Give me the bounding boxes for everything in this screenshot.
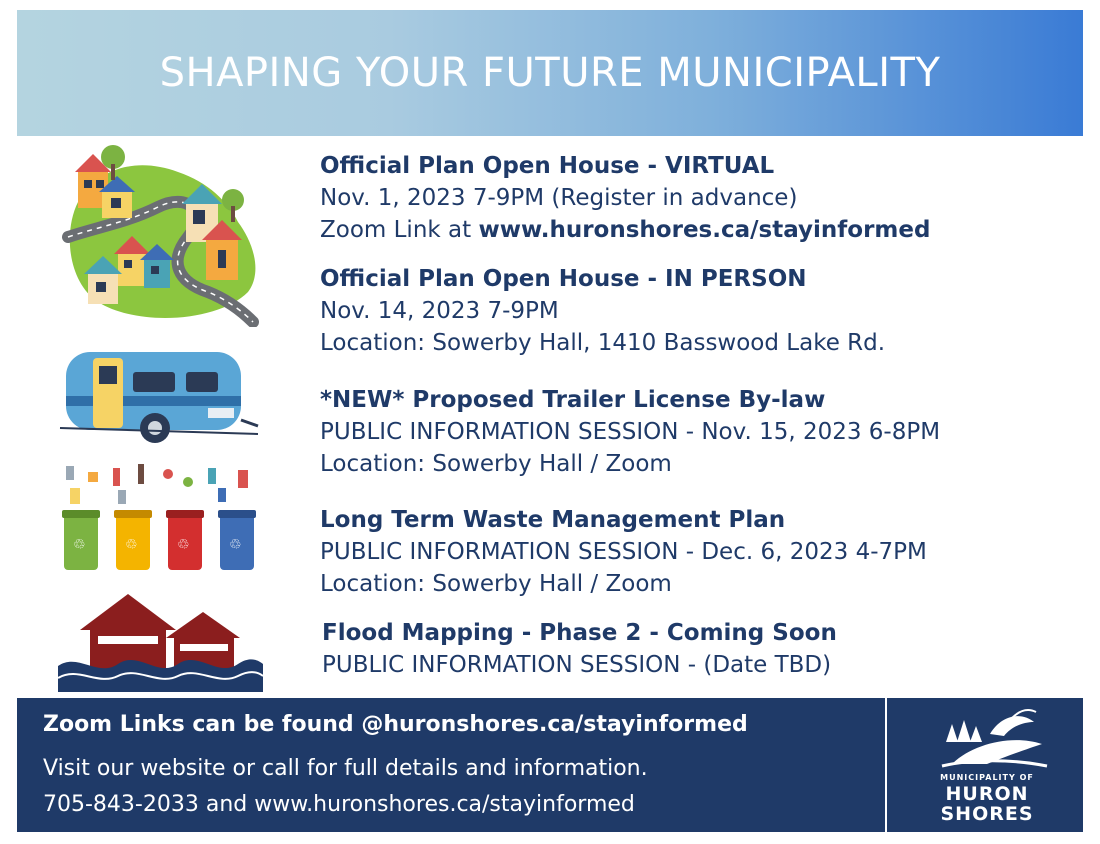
event-virtual-open-house [320, 150, 930, 246]
huron-shores-logo [912, 704, 1062, 828]
event-session: PUBLIC INFORMATION SESSION - (Date TBD) [322, 652, 832, 678]
footer-zoom-links: Zoom Links can be found @huronshores.ca/stayinformed [43, 712, 748, 737]
event-title: *NEW* Proposed Trailer License By-law [320, 387, 826, 413]
event-location: Location: Sowerby Hall / Zoom [320, 451, 672, 477]
svg-text:♲: ♲ [229, 537, 242, 553]
event-title: Official Plan Open House - VIRTUAL [320, 153, 775, 179]
logo-emblem-icon [912, 704, 1062, 772]
footer-bar [17, 698, 1083, 832]
event-in-person-open-house [320, 263, 885, 359]
event-location: Location: Sowerby Hall / Zoom [320, 571, 672, 597]
event-title: Official Plan Open House - IN PERSON [320, 266, 807, 292]
flooded-houses-illustration [58, 586, 263, 692]
event-title: Flood Mapping - Phase 2 - Coming Soon [322, 620, 837, 646]
logo-municipality-of: MUNICIPALITY OF [940, 773, 1034, 782]
footer-divider [885, 698, 887, 832]
title-banner [17, 10, 1083, 136]
event-date: Nov. 1, 2023 7-9PM (Register in advance) [320, 185, 798, 211]
footer-contact: 705-843-2033 and www.huronshores.ca/stayinformed [43, 792, 635, 817]
event-date: Nov. 14, 2023 7-9PM [320, 298, 559, 324]
footer-visit-text: Visit our website or call for full details and information. [43, 756, 648, 781]
event-session: PUBLIC INFORMATION SESSION - Nov. 15, 2023 6-8PM [320, 419, 941, 445]
svg-text:♲: ♲ [125, 537, 138, 553]
svg-text:♲: ♲ [73, 537, 86, 553]
svg-text:♲: ♲ [177, 537, 190, 553]
event-flood-mapping [322, 617, 837, 681]
event-title: Long Term Waste Management Plan [320, 507, 786, 533]
zoom-link-prefix: Zoom Link at [320, 217, 479, 243]
event-session: PUBLIC INFORMATION SESSION - Dec. 6, 2023 4-7PM [320, 539, 927, 565]
page-title: SHAPING YOUR FUTURE MUNICIPALITY [159, 50, 941, 96]
event-zoom-line [320, 214, 930, 246]
recycling-bins-illustration [58, 458, 263, 573]
logo-shores: SHORES [940, 803, 1034, 825]
town-map-illustration [58, 142, 263, 327]
event-trailer-bylaw [320, 384, 940, 480]
event-location: Location: Sowerby Hall, 1410 Basswood Lake Rd. [320, 330, 886, 356]
logo-huron: HURON [945, 783, 1029, 805]
event-waste-management [320, 504, 927, 600]
camper-trailer-illustration [58, 344, 263, 446]
zoom-link[interactable]: www.huronshores.ca/stayinformed [478, 217, 931, 243]
